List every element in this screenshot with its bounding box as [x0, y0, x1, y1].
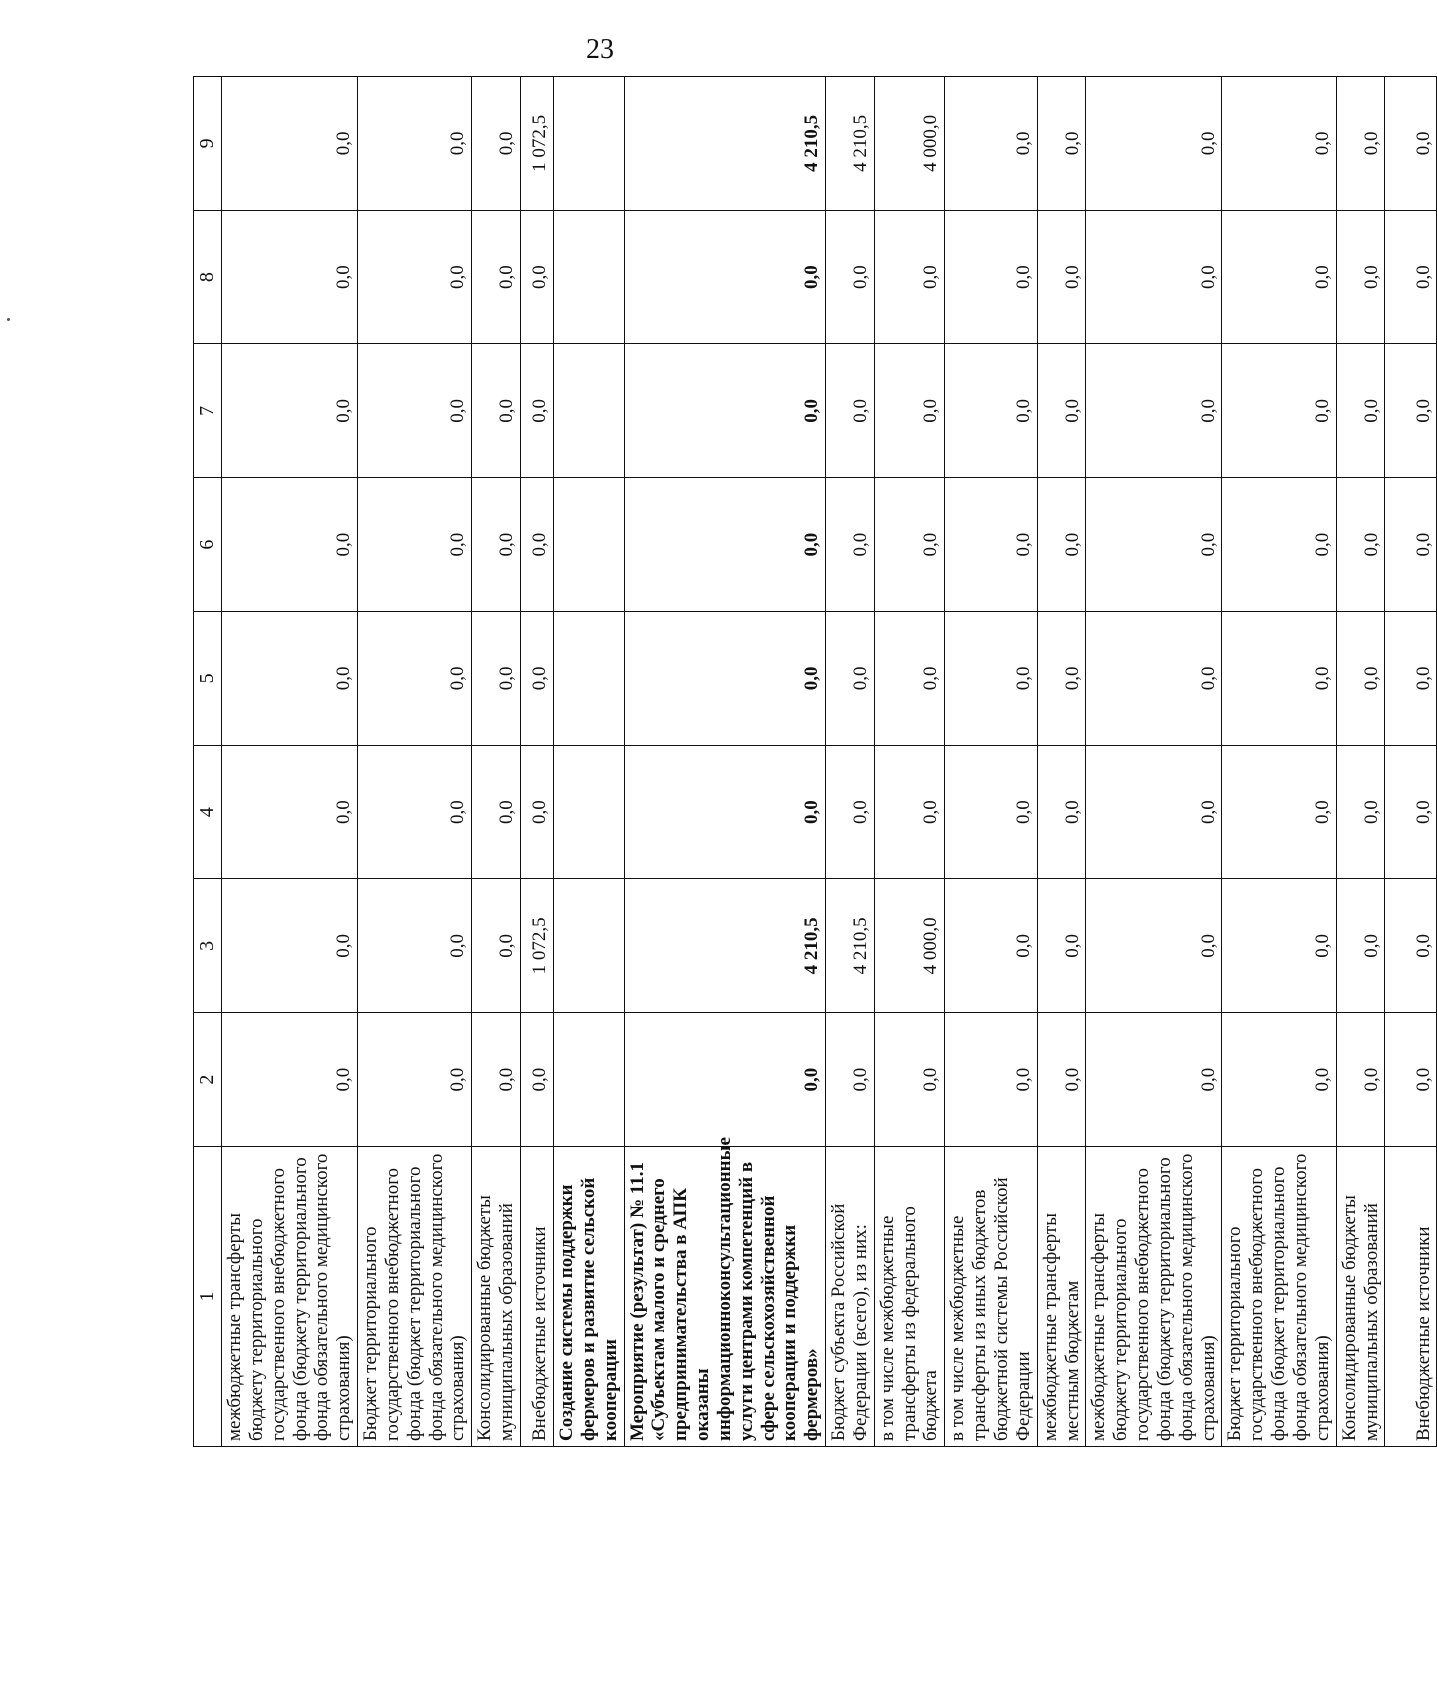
budget-table: [193, 76, 1437, 1447]
rotated-table-container: [193, 77, 1434, 1447]
row-label: Создание системы поддержки фермеров и развитие сельской кооперации: [553, 1147, 624, 1447]
cell-value: 0,0: [1037, 478, 1086, 612]
cell-value: [553, 77, 624, 211]
cell-value: 0,0: [1037, 77, 1086, 211]
cell-value: 0,0: [1336, 879, 1385, 1013]
cell-value: 0,0: [1222, 612, 1336, 746]
table-row: [222, 77, 358, 1447]
cell-value: 0,0: [826, 612, 875, 746]
cell-value: 0,0: [874, 478, 945, 612]
row-label: Бюджет субъекта Российской Федерации (всего), из них:: [826, 1147, 875, 1447]
cell-value: 0,0: [1086, 1013, 1222, 1147]
cell-value: 0,0: [945, 612, 1037, 746]
cell-value: 0,0: [826, 478, 875, 612]
cell-value: [553, 210, 624, 344]
cell-value: 0,0: [874, 344, 945, 478]
cell-value: 0,0: [358, 1013, 472, 1147]
table-row: [1037, 77, 1086, 1447]
row-label: Мероприятие (результат) № 11.1 «Субъектам малого и среднего предпринимательства в АПК оказаны информационноконсультационные услуги центрами компетенций в сфере сельскохозяйственной кооперации и поддержки фермеров»: [624, 1147, 826, 1447]
cell-value: 0,0: [472, 1013, 521, 1147]
cell-value: 0,0: [1336, 745, 1385, 879]
cell-value: [553, 478, 624, 612]
cell-value: 0,0: [472, 612, 521, 746]
row-label: Бюджет территориального государственного внебюджетного фонда (бюджет территориального фонда обязательного медицинского страхования): [1222, 1147, 1336, 1447]
cell-value: 0,0: [1037, 745, 1086, 879]
table-row: [472, 77, 521, 1447]
cell-value: 0,0: [358, 612, 472, 746]
cell-value: 0,0: [1037, 879, 1086, 1013]
cell-value: 0,0: [874, 210, 945, 344]
cell-value: 0,0: [1336, 478, 1385, 612]
cell-value: 0,0: [945, 344, 1037, 478]
cell-value: 0,0: [1222, 879, 1336, 1013]
cell-value: [553, 1013, 624, 1147]
cell-value: [553, 344, 624, 478]
cell-value: 0,0: [1336, 612, 1385, 746]
column-header-8: 8: [194, 210, 222, 344]
cell-value: 0,0: [826, 210, 875, 344]
cell-value: [553, 612, 624, 746]
cell-value: 0,0: [222, 745, 358, 879]
cell-value: 0,0: [1336, 344, 1385, 478]
table-header-row: [194, 77, 222, 1447]
cell-value: 0,0: [624, 612, 826, 746]
cell-value: 0,0: [520, 344, 553, 478]
table-row: [624, 77, 826, 1447]
cell-value: 0,0: [472, 210, 521, 344]
column-header-2: 2: [194, 1013, 222, 1147]
table-row: [1222, 77, 1336, 1447]
cell-value: 4 210,5: [624, 77, 826, 211]
cell-value: 0,0: [1086, 210, 1222, 344]
cell-value: 0,0: [222, 77, 358, 211]
column-header-1: 1: [194, 1147, 222, 1447]
cell-value: 0,0: [1037, 210, 1086, 344]
column-header-3: 3: [194, 879, 222, 1013]
cell-value: 0,0: [1385, 77, 1437, 211]
cell-value: 0,0: [1086, 745, 1222, 879]
cell-value: 4 000,0: [874, 77, 945, 211]
cell-value: 0,0: [624, 344, 826, 478]
row-label: Внебюджетные источники: [520, 1147, 553, 1447]
cell-value: 0,0: [874, 612, 945, 746]
scan-speck: [7, 318, 10, 321]
cell-value: 0,0: [624, 478, 826, 612]
row-label: в том числе межбюджетные трансферты из федерального бюджета: [874, 1147, 945, 1447]
cell-value: 0,0: [520, 612, 553, 746]
cell-value: 0,0: [358, 77, 472, 211]
cell-value: [553, 879, 624, 1013]
table-body: [222, 77, 1437, 1447]
cell-value: 0,0: [1037, 612, 1086, 746]
cell-value: 0,0: [1385, 1013, 1437, 1147]
cell-value: 0,0: [874, 745, 945, 879]
column-header-4: 4: [194, 745, 222, 879]
cell-value: 0,0: [520, 745, 553, 879]
row-label: Консолидированные бюджеты муниципальных образований: [472, 1147, 521, 1447]
cell-value: 0,0: [945, 478, 1037, 612]
cell-value: 0,0: [945, 1013, 1037, 1147]
row-label: межбюджетные трансферты местным бюджетам: [1037, 1147, 1086, 1447]
cell-value: 4 000,0: [874, 879, 945, 1013]
cell-value: 0,0: [624, 745, 826, 879]
cell-value: 0,0: [358, 879, 472, 1013]
cell-value: 0,0: [222, 210, 358, 344]
table-row: [945, 77, 1037, 1447]
column-header-7: 7: [194, 344, 222, 478]
row-label: межбюджетные трансферты бюджету территориального государственного внебюджетного фонда (бюджету территориального фонда обязательного медицинского страхования): [1086, 1147, 1222, 1447]
cell-value: 0,0: [1222, 77, 1336, 211]
cell-value: 0,0: [624, 1013, 826, 1147]
cell-value: 0,0: [222, 1013, 358, 1147]
cell-value: 0,0: [624, 210, 826, 344]
row-label: в том числе межбюджетные трансферты из иных бюджетов бюджетной системы Российской Федерации: [945, 1147, 1037, 1447]
row-label: межбюджетные трансферты бюджету территориального государственного внебюджетного фонда (бюджету территориального фонда обязательного медицинского страхования): [222, 1147, 358, 1447]
cell-value: 0,0: [1086, 612, 1222, 746]
cell-value: 0,0: [1385, 344, 1437, 478]
page-number: 23: [586, 34, 614, 65]
column-header-5: 5: [194, 612, 222, 746]
cell-value: 4 210,5: [826, 879, 875, 1013]
cell-value: 0,0: [1385, 478, 1437, 612]
cell-value: 4 210,5: [826, 77, 875, 211]
cell-value: 0,0: [826, 1013, 875, 1147]
cell-value: 0,0: [826, 344, 875, 478]
cell-value: 0,0: [222, 612, 358, 746]
cell-value: 0,0: [472, 879, 521, 1013]
cell-value: 0,0: [472, 344, 521, 478]
cell-value: 0,0: [520, 478, 553, 612]
cell-value: 0,0: [1222, 478, 1336, 612]
table-row: [1336, 77, 1385, 1447]
cell-value: 0,0: [358, 745, 472, 879]
cell-value: 0,0: [1385, 612, 1437, 746]
cell-value: 0,0: [945, 77, 1037, 211]
cell-value: 0,0: [1037, 1013, 1086, 1147]
cell-value: 0,0: [222, 478, 358, 612]
cell-value: 0,0: [1385, 879, 1437, 1013]
cell-value: 1 072,5: [520, 879, 553, 1013]
row-label: Внебюджетные источники: [1385, 1147, 1437, 1447]
cell-value: 0,0: [1385, 745, 1437, 879]
cell-value: 0,0: [1037, 344, 1086, 478]
cell-value: 0,0: [945, 745, 1037, 879]
row-label: Консолидированные бюджеты муниципальных образований: [1336, 1147, 1385, 1447]
table-row: [826, 77, 875, 1447]
cell-value: 0,0: [1086, 344, 1222, 478]
cell-value: 0,0: [1086, 478, 1222, 612]
cell-value: 0,0: [1086, 879, 1222, 1013]
cell-value: 0,0: [945, 210, 1037, 344]
cell-value: 0,0: [1222, 344, 1336, 478]
cell-value: 0,0: [472, 478, 521, 612]
cell-value: 0,0: [1385, 210, 1437, 344]
cell-value: 0,0: [1336, 1013, 1385, 1147]
table-row: [1385, 77, 1437, 1447]
cell-value: 0,0: [358, 478, 472, 612]
cell-value: 0,0: [874, 1013, 945, 1147]
cell-value: 0,0: [222, 879, 358, 1013]
cell-value: 0,0: [222, 344, 358, 478]
cell-value: 0,0: [945, 879, 1037, 1013]
table-row: [358, 77, 472, 1447]
table-row: [874, 77, 945, 1447]
cell-value: 0,0: [1086, 77, 1222, 211]
cell-value: 0,0: [358, 344, 472, 478]
column-header-6: 6: [194, 478, 222, 612]
table-row: [520, 77, 553, 1447]
cell-value: 0,0: [520, 1013, 553, 1147]
column-header-9: 9: [194, 77, 222, 211]
cell-value: 0,0: [472, 77, 521, 211]
cell-value: [553, 745, 624, 879]
cell-value: 0,0: [358, 210, 472, 344]
cell-value: 0,0: [1222, 1013, 1336, 1147]
cell-value: 0,0: [520, 210, 553, 344]
table-row: [1086, 77, 1222, 1447]
cell-value: 0,0: [1336, 77, 1385, 211]
cell-value: 0,0: [1222, 210, 1336, 344]
cell-value: 0,0: [472, 745, 521, 879]
cell-value: 0,0: [1336, 210, 1385, 344]
row-label: Бюджет территориального государственного внебюджетного фонда (бюджет территориального фонда обязательного медицинского страхования): [358, 1147, 472, 1447]
cell-value: 1 072,5: [520, 77, 553, 211]
table-row: [553, 77, 624, 1447]
cell-value: 0,0: [826, 745, 875, 879]
cell-value: 4 210,5: [624, 879, 826, 1013]
cell-value: 0,0: [1222, 745, 1336, 879]
